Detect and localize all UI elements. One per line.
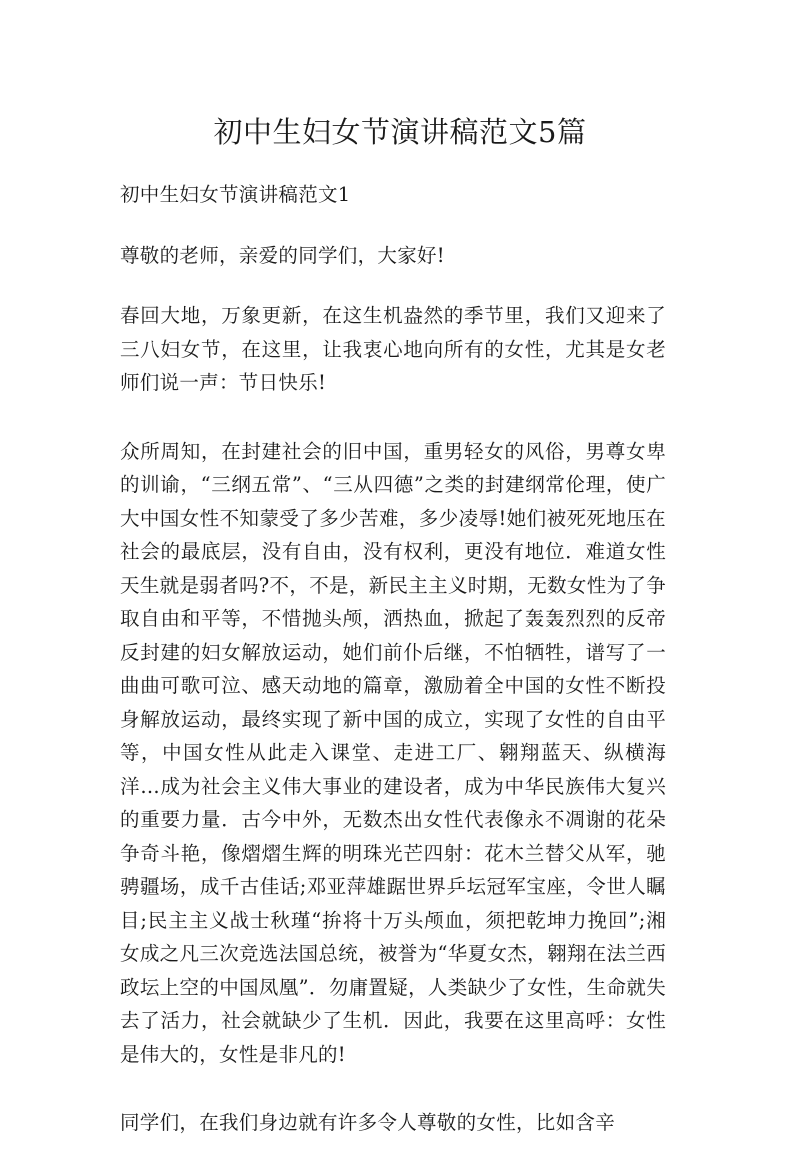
body-paragraph-1: 春回大地，万象更新，在这生机盎然的季节里，我们又迎来了三八妇女节，在这里，让我衷心地向所有的女性，尤其是女老师们说一声：节日快乐!	[120, 304, 666, 394]
document-title: 初中生妇女节演讲稿范文5篇	[213, 115, 587, 149]
body-paragraph-3: 同学们，在我们身边就有许多令人尊敬的女性，比如含辛	[120, 1111, 616, 1134]
body-paragraph-2: 众所周知，在封建社会的旧中国，重男轻女的风俗，男尊女卑的训谕，“三纲五常”、“三从四德”之类的封建纲常伦理，使广大中国女性不知蒙受了多少苦难，多少凌辱!她们被死死地压在社会的最底层，没有自由，没有权利，更没有地位．难道女性天生就是弱者吗?不，不是，新民主主义时期，无数女性为了争取自由和平等，不惜抛头颅，洒热血，掀起了轰轰烈烈的反帝反封建的妇女解放运动，她们前仆后继，不怕牺牲，谱写了一曲曲可歌可泣、感天动地的篇章，激励着全中国的女性不断投身解放运动，最终实现了新中国的成立，实现了女性的自由平等，中国女性从此走入课堂、走进工厂、翱翔蓝天、纵横海洋…成为社会主义伟大事业的建设者，成为中华民族伟大复兴的重要力量．古今中外，无数杰出女性代表像永不凋谢的花朵争奇斗艳，像熠熠生辉的明珠光芒四射：花木兰替父从军，驰骋疆场，成千古佳话;邓亚萍雄踞世界乒坛冠军宝座，令世人瞩目;民主主义战士秋瑾“拚将十万头颅血，须把乾坤力挽回”;湘女成之凡三次竞选法国总统，被誉为“华夏女杰，翱翔在法兰西政坛上空的中国凤凰”．勿庸置疑，人类缺少了女性，生命就失去了活力，社会就缺少了生机．因此，我要在这里高呼：女性是伟大的，女性是非凡的!	[120, 439, 666, 1066]
greeting-paragraph: 尊敬的老师，亲爱的同学们，大家好!	[120, 243, 445, 267]
section-heading: 初中生妇女节演讲稿范文1	[120, 183, 351, 206]
document-body	[120, 178, 666, 1175]
